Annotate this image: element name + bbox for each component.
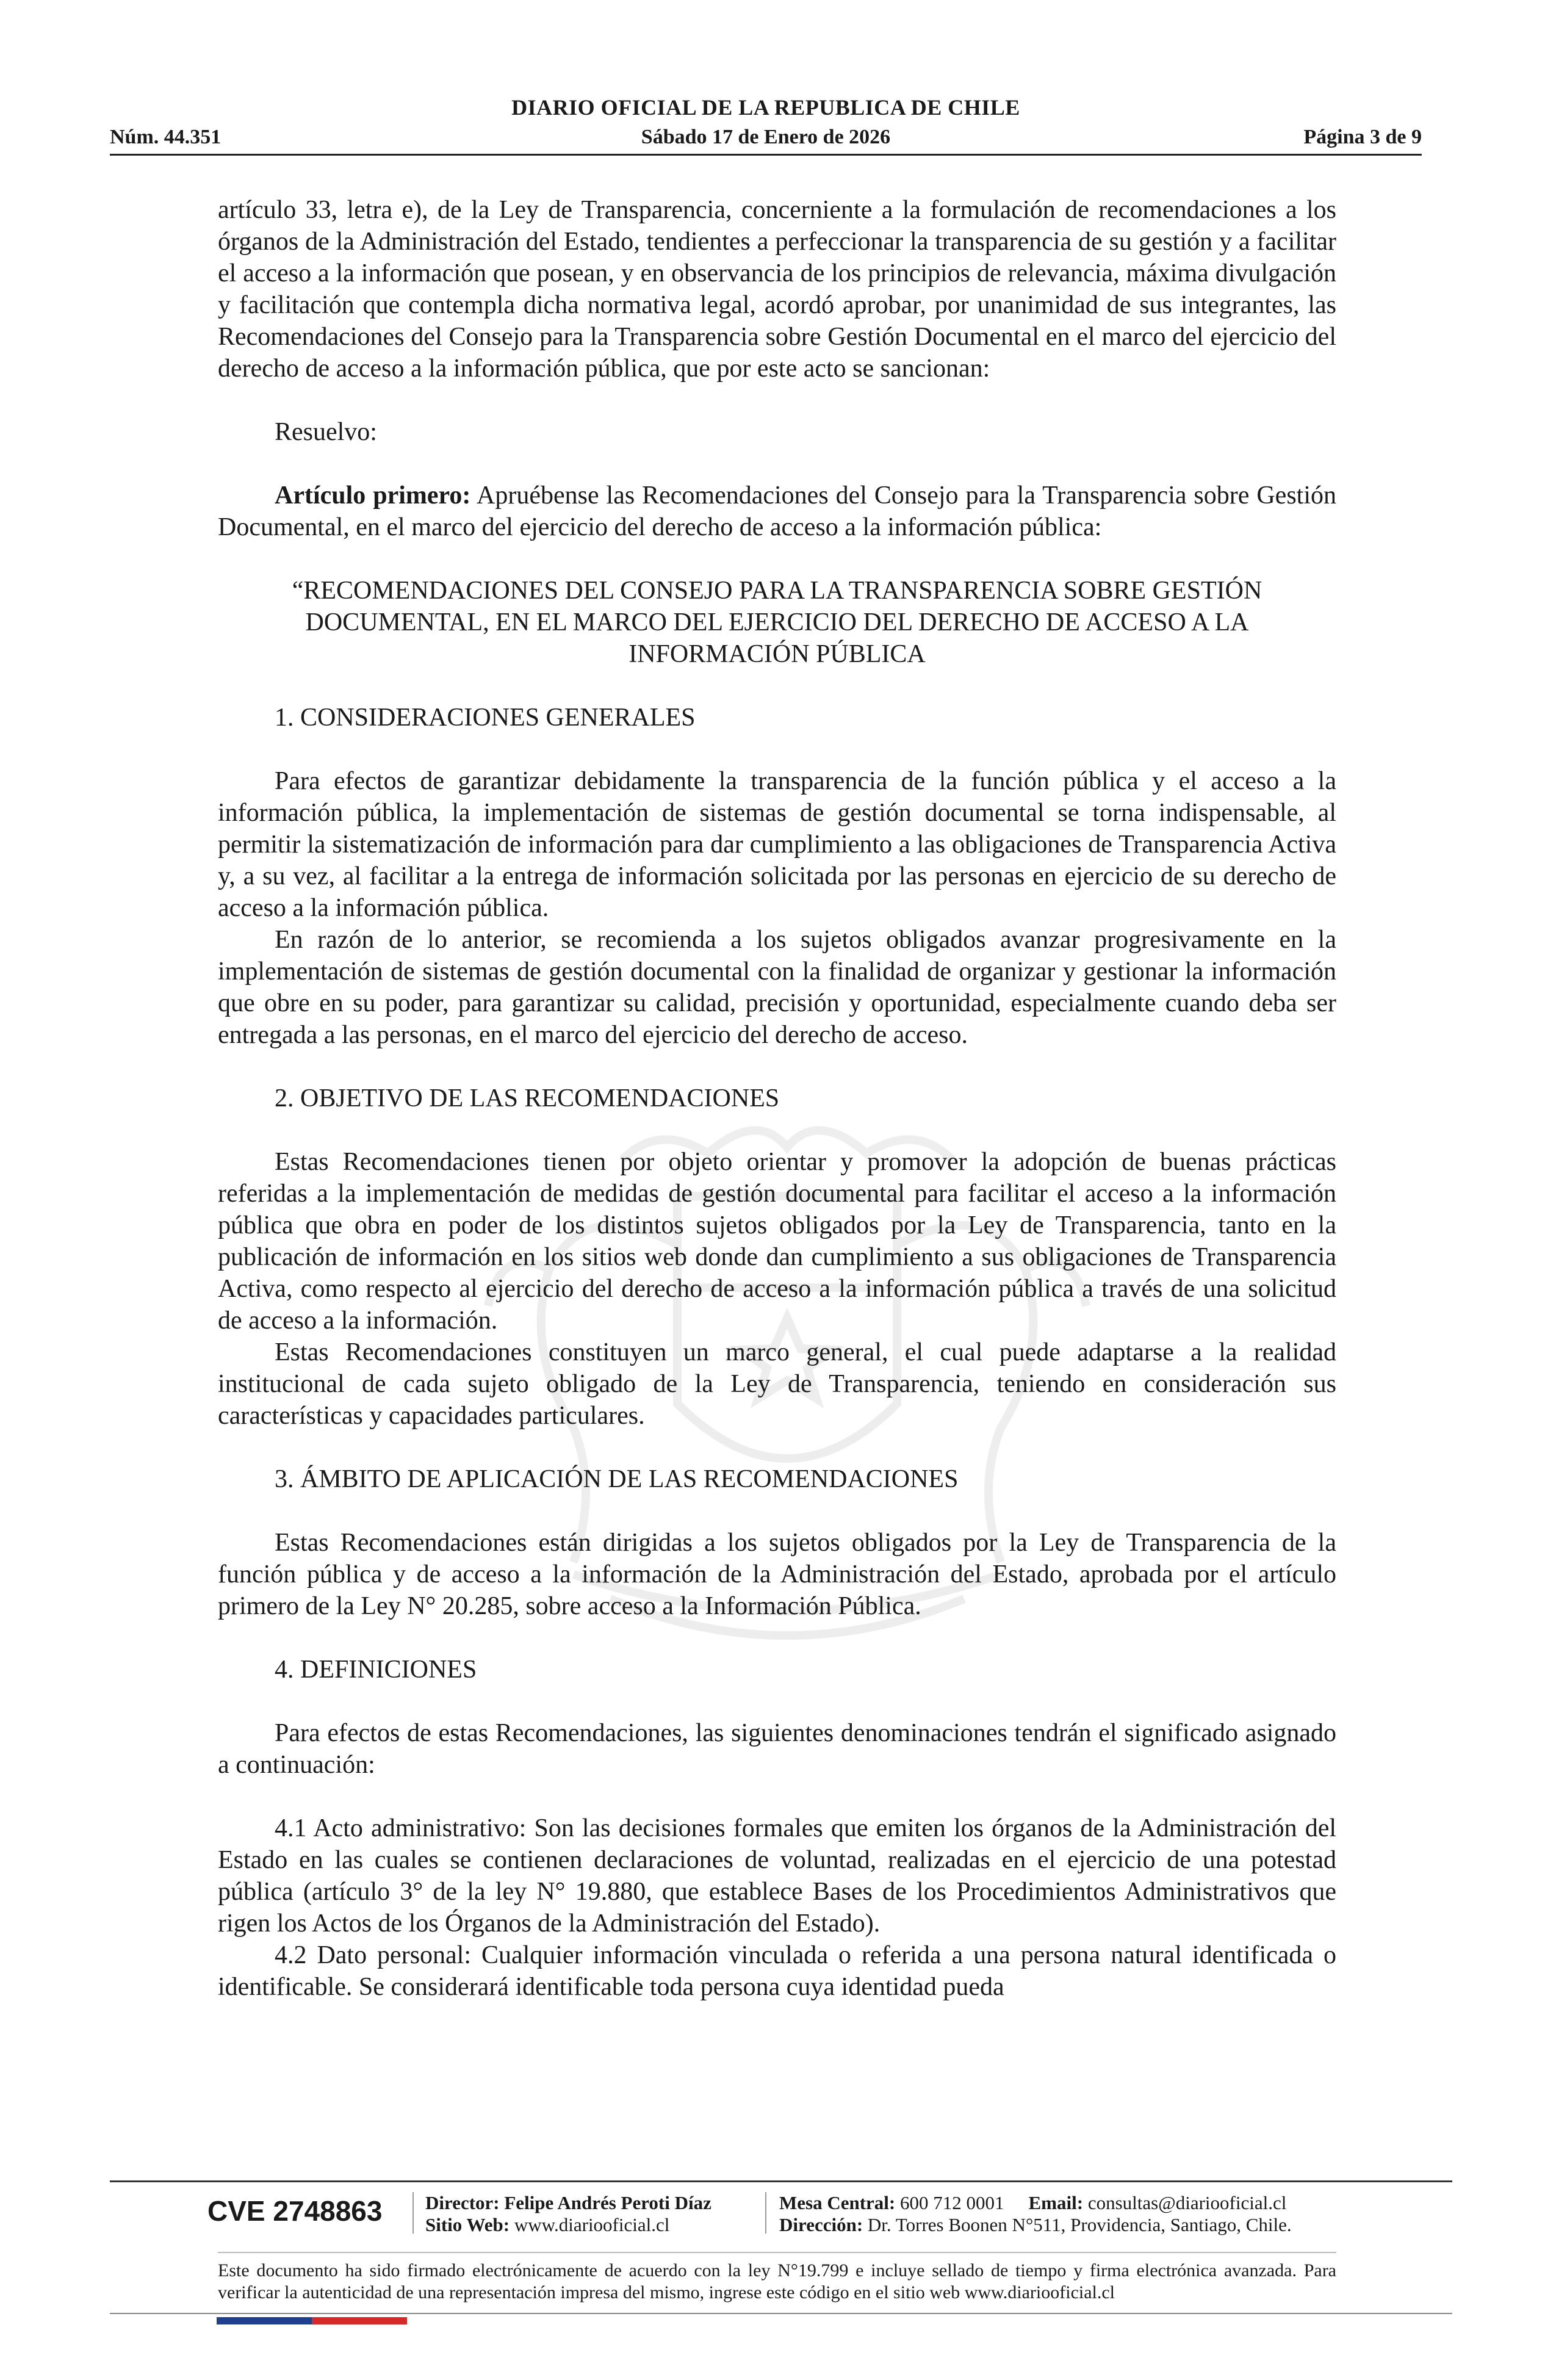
newspaper-title: DIARIO OFICIAL DE LA REPUBLICA DE CHILE — [511, 95, 1020, 120]
definition-4-1: 4.1 Acto administrativo: Son las decisiones formales que emiten los órganos de la Administración del Estado en las cuales se contienen declaraciones de voluntad, realizadas en el ejercicio de una potestad pública (artículo 3° de la ley N° 19.880, que establece Bases de los Procedimientos Administrativos que rigen los Actos de los Órganos de la Administración del Estado). — [218, 1814, 1336, 1938]
email-label: Email: — [1028, 2192, 1084, 2213]
header-divider — [110, 154, 1422, 156]
footer-separator-1 — [412, 2192, 414, 2234]
resuelvo-label: Resuelvo: — [275, 418, 377, 446]
director-name: Felipe Andrés Peroti Díaz — [504, 2192, 711, 2213]
document-body — [218, 194, 1336, 2003]
mesa-central-phone: 600 712 0001 — [900, 2192, 1004, 2213]
section-2-paragraph-1: Estas Recomendaciones tienen por objeto orientar y promover la adopción de buenas prácticas referidas a la implementación de medidas de gestión documental para facilitar el acceso a la información pública que obra en poder de los distintos sujetos obligados por la Ley de Transparencia, tanto en la publicación de información en los sitios web donde dan cumplimiento a sus obligaciones de Transparencia Activa, como respecto al ejercicio del derecho de acceso a la información pública a través de una solicitud de acceso a la información. — [218, 1148, 1336, 1335]
section-1-paragraph-2: En razón de lo anterior, se recomienda a los sujetos obligados avanzar progresivamente en la implementación de sistemas de gestión documental con la finalidad de organizar y gestionar la información que obre en su poder, para garantizar su calidad, precisión y oportunidad, especialmente cuando deba ser entregada a las personas, en el marco del ejercicio del derecho de acceso. — [218, 926, 1336, 1049]
section-1-heading: 1. CONSIDERACIONES GENERALES — [275, 704, 696, 732]
email-link[interactable]: consultas@diariooficial.cl — [1087, 2192, 1287, 2213]
footer-contact-block — [779, 2192, 1292, 2236]
website-link[interactable]: www.diariooficial.cl — [514, 2214, 670, 2235]
issue-date: Sábado 17 de Enero de 2026 — [641, 126, 891, 148]
section-4-paragraph-1: Para efectos de estas Recomendaciones, las siguientes denominaciones tendrán el significado asignado a continuación: — [218, 1719, 1336, 1779]
intro-paragraph: artículo 33, letra e), de la Ley de Transparencia, concerniente a la formulación de recomendaciones a los órganos de la Administración del Estado, tendientes a perfeccionar la transparencia de su gestión y a facilitar el acceso a la información que posean, y en observancia de los principios de relevancia, máxima divulgación y facilitación que contempla dicha normativa legal, acordó aprobar, por unanimidad de sus integrantes, las Recomendaciones del Consejo para la Transparencia sobre Gestión Documental en el marco del ejercicio del derecho de acceso a la información pública, que por este acto se sancionan: — [218, 196, 1336, 383]
legal-notice: Este documento ha sido firmado electrónicamente de acuerdo con la ley N°19.799 e incluye sellado de tiempo y firma electrónica avanzada. Para verificar la autenticidad de una representación impresa del mismo, ingrese este código en el sitio web www.diariooficial.cl — [218, 2260, 1336, 2302]
document-title: “RECOMENDACIONES DEL CONSEJO PARA LA TRANSPARENCIA SOBRE GESTIÓN DOCUMENTAL, EN EL MARCO DEL EJERCICIO DEL DERECHO DE ACCESO A LA INFORMACIÓN PÚBLICA — [292, 577, 1262, 668]
flag-blue-segment — [217, 2317, 312, 2324]
cve-code: CVE 2748863 — [207, 2195, 383, 2227]
footer-director-block — [425, 2192, 711, 2236]
footer-divider-bottom — [110, 2313, 1452, 2314]
section-2-paragraph-2: Estas Recomendaciones constituyen un marco general, el cual puede adaptarse a la realidad institucional de cada sujeto obligado de la Ley de Transparencia, teniendo en consideración sus características y capacidades particulares. — [218, 1338, 1336, 1430]
footer-divider-mid — [218, 2252, 1336, 2253]
footer-separator-2 — [765, 2192, 766, 2234]
flag-red-segment — [312, 2317, 407, 2324]
mesa-central-label: Mesa Central: — [779, 2192, 896, 2213]
section-3-paragraph-1: Estas Recomendaciones están dirigidas a los sujetos obligados por la Ley de Transparencia de la función pública y de acceso a la información de la Administración del Estado, aprobada por el artículo primero de la Ley N° 20.285, sobre acceso a la Información Pública. — [218, 1529, 1336, 1620]
address-value: Dr. Torres Boonen N°511, Providencia, Santiago, Chile. — [867, 2214, 1292, 2235]
section-1-paragraph-1: Para efectos de garantizar debidamente la transparencia de la función pública y el acceso a la información pública, la implementación de sistemas de gestión documental se torna indispensable, al permitir la sistematización de información para dar cumplimiento a las obligaciones de Transparencia Activa y, a su vez, al facilitar a la entrega de información solicitada por las personas en ejercicio de su derecho de acceso a la información pública. — [218, 767, 1336, 922]
article-label: Artículo primero: — [275, 481, 471, 510]
footer-divider-top — [110, 2180, 1452, 2182]
definition-4-2: 4.2 Dato personal: Cualquier información vinculada o referida a una persona natural identificada o identificable. Se considerará identificable toda persona cuya identidad pueda — [218, 1941, 1336, 2001]
director-label: Director: — [425, 2192, 500, 2213]
website-label: Sitio Web: — [425, 2214, 510, 2235]
section-3-heading: 3. ÁMBITO DE APLICACIÓN DE LAS RECOMENDACIONES — [275, 1465, 959, 1493]
section-4-heading: 4. DEFINICIONES — [275, 1656, 477, 1684]
issue-number: Núm. 44.351 — [110, 126, 222, 148]
flag-stripe — [217, 2317, 407, 2324]
article-text: Apruébense las Recomendaciones del Consejo para la Transparencia sobre Gestión Documental, en el marco del ejercicio del derecho de acceso a la información pública: — [218, 481, 1336, 541]
section-2-heading: 2. OBJETIVO DE LAS RECOMENDACIONES — [275, 1084, 780, 1112]
article-paragraph — [218, 480, 1336, 543]
page-header — [110, 95, 1422, 153]
address-label: Dirección: — [779, 2214, 863, 2235]
page-number: Página 3 de 9 — [1303, 126, 1422, 148]
